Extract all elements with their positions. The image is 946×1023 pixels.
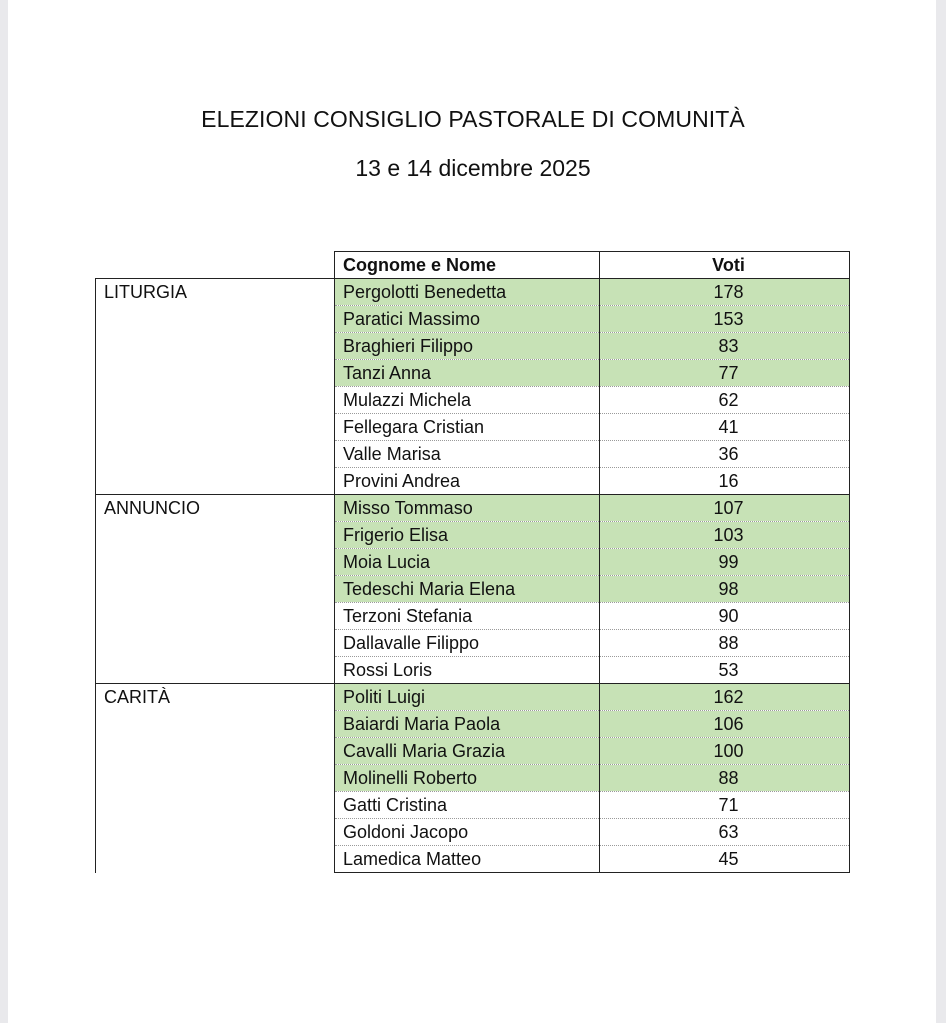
candidate-name: Goldoni Jacopo <box>335 819 600 846</box>
candidate-name: Moia Lucia <box>335 549 600 576</box>
candidate-votes: 71 <box>600 792 850 819</box>
candidate-votes: 88 <box>600 630 850 657</box>
candidate-votes: 153 <box>600 306 850 333</box>
candidate-votes: 88 <box>600 765 850 792</box>
table-row <box>96 684 850 711</box>
document-title: ELEZIONI CONSIGLIO PASTORALE DI COMUNITÀ <box>201 106 745 132</box>
candidate-name: Tanzi Anna <box>335 360 600 387</box>
candidate-votes: 45 <box>600 846 850 873</box>
candidate-name: Lamedica Matteo <box>335 846 600 873</box>
candidate-name: Fellegara Cristian <box>335 414 600 441</box>
category-label: LITURGIA <box>96 279 335 495</box>
candidate-votes: 62 <box>600 387 850 414</box>
candidate-votes: 162 <box>600 684 850 711</box>
candidate-name: Misso Tommaso <box>335 495 600 522</box>
candidate-name: Terzoni Stefania <box>335 603 600 630</box>
candidate-name: Molinelli Roberto <box>335 765 600 792</box>
header-votes: Voti <box>600 252 850 279</box>
header-spacer <box>96 252 335 279</box>
candidate-votes: 103 <box>600 522 850 549</box>
candidate-name: Cavalli Maria Grazia <box>335 738 600 765</box>
document-subtitle: 13 e 14 dicembre 2025 <box>355 155 591 181</box>
candidate-votes: 63 <box>600 819 850 846</box>
candidate-votes: 106 <box>600 711 850 738</box>
candidate-votes: 98 <box>600 576 850 603</box>
results-table <box>95 251 850 873</box>
candidate-name: Tedeschi Maria Elena <box>335 576 600 603</box>
candidate-votes: 107 <box>600 495 850 522</box>
category-label: CARITÀ <box>96 684 335 873</box>
candidate-name: Paratici Massimo <box>335 306 600 333</box>
table-header-row <box>96 252 850 279</box>
candidate-votes: 53 <box>600 657 850 684</box>
candidate-votes: 100 <box>600 738 850 765</box>
candidate-name: Rossi Loris <box>335 657 600 684</box>
candidate-name: Frigerio Elisa <box>335 522 600 549</box>
candidate-name: Baiardi Maria Paola <box>335 711 600 738</box>
candidate-votes: 83 <box>600 333 850 360</box>
category-label: ANNUNCIO <box>96 495 335 684</box>
table-row <box>96 495 850 522</box>
candidate-name: Dallavalle Filippo <box>335 630 600 657</box>
candidate-name: Braghieri Filippo <box>335 333 600 360</box>
candidate-votes: 178 <box>600 279 850 306</box>
candidate-name: Politi Luigi <box>335 684 600 711</box>
candidate-votes: 90 <box>600 603 850 630</box>
candidate-votes: 99 <box>600 549 850 576</box>
header-name: Cognome e Nome <box>335 252 600 279</box>
table-row <box>96 279 850 306</box>
candidate-votes: 16 <box>600 468 850 495</box>
candidate-name: Pergolotti Benedetta <box>335 279 600 306</box>
candidate-votes: 77 <box>600 360 850 387</box>
candidate-votes: 41 <box>600 414 850 441</box>
candidate-name: Gatti Cristina <box>335 792 600 819</box>
candidate-name: Valle Marisa <box>335 441 600 468</box>
candidate-name: Provini Andrea <box>335 468 600 495</box>
candidate-votes: 36 <box>600 441 850 468</box>
candidate-name: Mulazzi Michela <box>335 387 600 414</box>
